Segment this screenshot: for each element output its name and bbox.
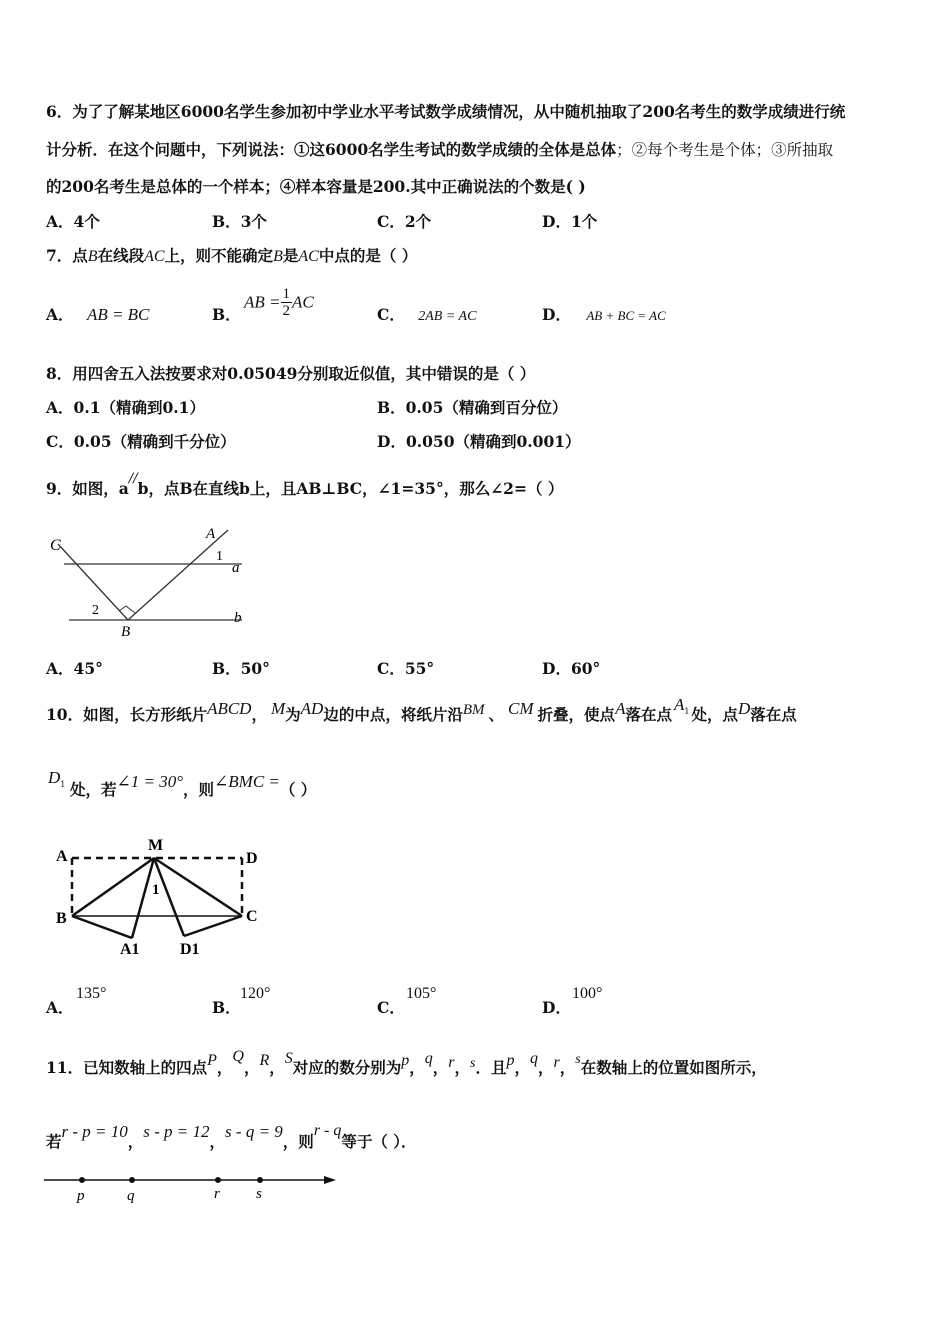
point-s xyxy=(257,1177,263,1183)
option-expr: AB = BC xyxy=(86,305,150,324)
label-line-b: b xyxy=(234,610,242,626)
fold-cm xyxy=(154,858,242,916)
q7-var: AC xyxy=(298,248,319,265)
option-expr: AB + BC = AC xyxy=(586,308,666,323)
label-a-point: A xyxy=(206,526,216,542)
option-expr: AC xyxy=(292,292,314,312)
q9-option-b[interactable] xyxy=(212,659,270,679)
q10-subscript: 1 xyxy=(60,780,66,790)
q11-number-line xyxy=(40,1168,350,1208)
option-label: A． xyxy=(46,212,74,231)
q11-text: ， xyxy=(454,1058,471,1077)
q10-text: 边的中点，将纸片沿 xyxy=(323,705,463,724)
fraction xyxy=(281,286,293,319)
q10-text: 处，若 xyxy=(70,780,117,799)
q7-var: B xyxy=(273,248,283,265)
option-text: 1个 xyxy=(570,212,598,231)
option-text: 4个 xyxy=(73,212,100,231)
option-expr: 2AB = AC xyxy=(418,309,477,324)
q11-text: ，则 xyxy=(282,1132,314,1151)
q10-option-b-value: 120° xyxy=(240,985,271,1002)
q10-var-d1 xyxy=(48,768,65,795)
option-label: D． xyxy=(542,659,571,678)
q8-option-d[interactable] xyxy=(377,432,581,452)
q11-var: q xyxy=(424,1050,433,1067)
label-r: r xyxy=(214,1186,220,1202)
q7-text: 上，则不能确定 xyxy=(164,246,274,265)
q11-text: 在数轴上的位置如图所示， xyxy=(580,1058,767,1077)
q9-text: 9．如图，a xyxy=(46,479,129,498)
option-label: D． xyxy=(542,305,571,324)
q11-var: Q xyxy=(232,1048,244,1065)
q11-var: p xyxy=(506,1052,515,1069)
q8-option-b[interactable] xyxy=(377,398,567,418)
label-d1: D1 xyxy=(180,941,200,958)
q11-var: s xyxy=(575,1052,581,1067)
q11-expr: s - p = 12 xyxy=(143,1122,210,1141)
q9-text: b，点B在直线b上，且AB⊥BC，∠1=35°，那么∠2=（ ） xyxy=(137,479,564,498)
q11-text: ， xyxy=(514,1058,531,1077)
q7-stem xyxy=(46,246,417,267)
point-p xyxy=(79,1177,85,1183)
q11-var: s xyxy=(470,1056,476,1071)
q10-var: BM xyxy=(462,702,485,718)
q7-var: B xyxy=(87,248,98,265)
segment-ba xyxy=(128,530,228,620)
arrow-icon xyxy=(324,1176,336,1184)
q10-subscript: 1 xyxy=(684,707,690,717)
q11-text: 等于（ ）． xyxy=(341,1132,417,1151)
label-p: p xyxy=(77,1188,85,1204)
label-line-a: a xyxy=(232,560,240,576)
q6-option-c[interactable] xyxy=(377,212,431,232)
q9-stem xyxy=(46,471,564,501)
q11-var: r xyxy=(553,1054,560,1071)
option-text: 50° xyxy=(240,659,270,678)
q6-line2-part1: 计分析．在这个问题中，下列说法：①这 xyxy=(46,140,326,159)
q7-option-d[interactable] xyxy=(542,305,666,326)
label-b-point: B xyxy=(121,624,131,640)
q10-option-b[interactable] xyxy=(212,998,241,1018)
q10-var-a1 xyxy=(673,695,690,717)
q7-text: 是 xyxy=(282,246,299,265)
q10-var: ABCD xyxy=(207,699,252,718)
option-label: D． xyxy=(377,432,406,451)
fraction-denominator: 2 xyxy=(282,303,290,319)
q11-text: ， xyxy=(209,1132,226,1151)
q8-option-c[interactable] xyxy=(46,432,236,452)
option-label: A． xyxy=(46,998,74,1017)
label-b: B xyxy=(56,910,67,927)
q11-text: ， xyxy=(432,1058,449,1077)
label-a: A xyxy=(56,848,68,865)
q10-var: A xyxy=(615,699,626,718)
q10-var: CM xyxy=(508,699,534,718)
option-label: C． xyxy=(46,432,74,451)
q10-var: M xyxy=(270,699,286,718)
edge-ba1 xyxy=(72,916,132,938)
q11-var: P xyxy=(207,1052,217,1069)
q7-var: AC xyxy=(144,248,165,265)
option-label: C． xyxy=(377,305,405,324)
q10-option-a[interactable] xyxy=(46,998,74,1018)
label-s: s xyxy=(256,1186,262,1202)
q10-var: D xyxy=(48,768,61,787)
option-label: C． xyxy=(377,998,405,1017)
q10-text: 落在点 xyxy=(625,705,672,724)
label-c: C xyxy=(50,537,61,554)
option-text: 55° xyxy=(404,659,435,678)
option-label: B． xyxy=(212,998,241,1017)
option-label: C． xyxy=(377,212,405,231)
option-text: 0.05（精确到千分位） xyxy=(73,432,236,451)
option-label: B． xyxy=(377,398,406,417)
q10-text: 折叠，使点 xyxy=(537,705,616,724)
q10-option-a-value: 135° xyxy=(76,985,107,1002)
q8-stem: 8．用四舍五入法按要求对0.05049分别取近似值，其中错误的是（ ） xyxy=(46,364,536,383)
q10-figure xyxy=(50,832,275,962)
q7-option-a[interactable] xyxy=(46,305,149,325)
q10-text: ，则 xyxy=(183,780,215,799)
option-label: B． xyxy=(212,305,241,324)
q11-var: p xyxy=(401,1052,410,1069)
q11-stem-line1 xyxy=(46,1048,767,1080)
q6-stem-line1: 6．为了了解某地区6000名学生参加初中学业水平考试数学成绩情况，从中随机抽取了200名考生的数学成绩进行统 xyxy=(46,102,846,121)
option-text: 45° xyxy=(73,659,103,678)
q10-var: ∠BMC = xyxy=(214,772,280,791)
q11-stem-line2 xyxy=(46,1122,417,1153)
q11-text: ， xyxy=(127,1132,144,1151)
q6-option-b[interactable] xyxy=(212,212,267,232)
q10-var: ∠1 = 30° xyxy=(116,772,184,791)
q10-text: 10．如图，长方形纸片 xyxy=(46,705,208,724)
q7-option-b[interactable] xyxy=(212,305,241,325)
q8-option-a[interactable] xyxy=(46,398,205,418)
q10-option-d[interactable] xyxy=(542,998,571,1018)
option-expr: AB = xyxy=(244,292,281,312)
q11-expr: r - p = 10 xyxy=(61,1122,128,1141)
option-label: C． xyxy=(377,659,405,678)
q11-var: q xyxy=(530,1050,539,1067)
q11-var: S xyxy=(284,1050,293,1067)
label-angle-1: 1 xyxy=(152,882,160,898)
edge-d1c xyxy=(184,916,242,936)
q10-var: D xyxy=(737,699,751,718)
q10-text: ， xyxy=(251,705,267,724)
q11-text: 对应的数分别为 xyxy=(292,1058,402,1077)
q9-option-d[interactable] xyxy=(542,659,600,679)
q11-text: ， xyxy=(243,1058,260,1077)
q11-var: r xyxy=(448,1054,455,1071)
q11-text: ．且 xyxy=(475,1058,507,1077)
option-text: 0.1（精确到0.1） xyxy=(73,398,205,417)
option-text: 2个 xyxy=(404,212,432,231)
label-m: M xyxy=(148,837,164,854)
q10-option-c[interactable] xyxy=(377,998,405,1018)
q11-text: ， xyxy=(216,1058,233,1077)
option-text: 0.050（精确到0.001） xyxy=(405,432,581,451)
q10-text: 落在点 xyxy=(750,705,797,724)
q7-text: 7．点 xyxy=(46,246,88,265)
option-label: A． xyxy=(46,398,74,417)
q10-var: AD xyxy=(300,699,324,718)
option-label: B． xyxy=(212,659,241,678)
label-d: D xyxy=(246,850,258,867)
q11-var: R xyxy=(259,1052,270,1069)
label-q: q xyxy=(127,1188,135,1204)
q10-var: A xyxy=(673,695,685,714)
q6-line2-part2: 6000名学生考试的数学成绩的全体是总体 xyxy=(325,140,617,159)
q7-option-c[interactable] xyxy=(377,305,476,327)
option-text: 0.05（精确到百分位） xyxy=(405,398,568,417)
fraction-numerator: 1 xyxy=(282,286,290,302)
q11-text: ， xyxy=(409,1058,425,1077)
q11-text: 若 xyxy=(46,1132,62,1151)
q11-text: ， xyxy=(269,1058,285,1077)
parallel-symbol: // xyxy=(128,471,138,486)
label-c: C xyxy=(246,908,258,925)
option-text: 3个 xyxy=(240,212,267,231)
q10-stem-line1 xyxy=(46,695,797,732)
q6-option-d[interactable] xyxy=(542,212,597,232)
q11-text: ， xyxy=(559,1058,576,1077)
q10-text: 处，点 xyxy=(691,705,738,724)
q10-option-d-value: 100° xyxy=(572,985,603,1002)
q10-option-c-value: 105° xyxy=(406,985,437,1002)
q6-option-a[interactable] xyxy=(46,212,100,232)
q9-figure xyxy=(44,520,254,642)
q11-text: ， xyxy=(538,1058,554,1077)
q9-option-a[interactable] xyxy=(46,659,103,679)
label-angle-1: 1 xyxy=(216,549,223,564)
q6-stem-line2 xyxy=(46,140,833,160)
q6-line2-part3: ；②每个考生是个体；③所抽取 xyxy=(616,141,834,159)
label-a1: A1 xyxy=(120,941,140,958)
q11-expr: s - q = 9 xyxy=(225,1122,283,1141)
label-angle-2: 2 xyxy=(92,603,99,618)
point-q xyxy=(129,1177,135,1183)
q6-stem-line3: 的200名考生是总体的一个样本；④样本容量是200.其中正确说法的个数是( ) xyxy=(46,177,586,196)
option-label: D． xyxy=(542,998,571,1017)
option-label: D． xyxy=(542,212,571,231)
q10-stem-line2 xyxy=(46,768,317,800)
q10-text: 为 xyxy=(285,705,301,724)
point-r xyxy=(215,1177,221,1183)
option-label: B． xyxy=(212,212,241,231)
q7-text: 中点的是（ ） xyxy=(318,246,418,265)
q9-option-c[interactable] xyxy=(377,659,434,679)
q10-text: （ ） xyxy=(279,780,317,799)
q11-text: 11．已知数轴上的四点 xyxy=(46,1058,208,1077)
option-label: A． xyxy=(46,305,74,324)
option-label: A． xyxy=(46,659,74,678)
q7-text: 在线段 xyxy=(97,246,145,265)
q11-expr: r - q xyxy=(313,1122,342,1139)
q7-option-b-expr xyxy=(244,286,314,319)
q10-text: 、 xyxy=(488,705,505,724)
option-text: 60° xyxy=(570,659,601,678)
